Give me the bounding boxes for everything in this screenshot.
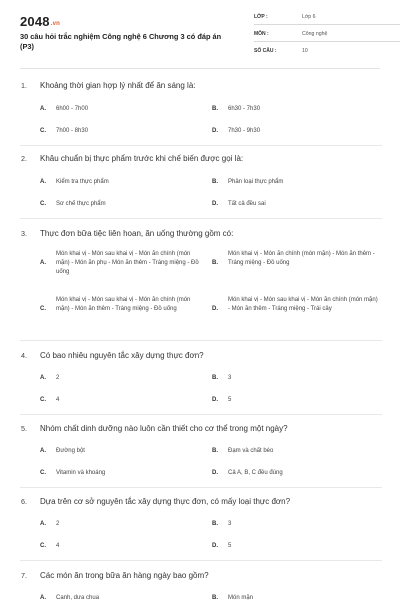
option-text: Sơ chế thực phẩm [56,201,106,207]
question-number: 2. [21,154,27,163]
option-letter: A. [40,448,46,454]
option-letter: B. [212,375,218,381]
question-divider [20,145,382,146]
option-letter: A. [40,521,46,527]
option-letter: D. [212,201,218,207]
question-text: Khoảng thời gian hợp lý nhất để ăn sáng là: [40,81,196,90]
question-number: 4. [21,351,27,360]
header-divider [20,68,380,69]
option-letter: C. [40,306,46,312]
option-letter: A. [40,595,46,600]
meta-label: SỐ CÂU : [254,48,277,54]
meta-label: MÔN : [254,31,269,37]
option-text: 3 [228,521,232,527]
option-text: 2 [56,375,60,381]
option-text: Món khai vị - Món sau khai vị - Món ăn chính (món mặn) - Món ăn thêm - Tráng miệng - Trái cây [228,297,378,312]
option-letter: B. [212,106,218,112]
question-3 [20,228,382,312]
option-text: Tất cả đều sai [228,201,266,207]
document-meta [254,12,400,63]
question-6 [20,496,382,549]
option-letter: D. [212,306,218,312]
question-stem [20,228,382,239]
meta-value: Lớp 6 [302,14,316,20]
option-text: 6h00 - 7h00 [56,106,89,112]
question-number: 7. [21,571,27,580]
logo-suffix[interactable]: .vn [50,21,61,27]
option-text: Đường bột [56,448,85,454]
option-letter: C. [40,128,46,134]
question-number: 1. [21,81,27,90]
question-divider [20,414,382,415]
option-text: Vitamin và khoáng [56,470,106,476]
question-divider [20,340,382,341]
document-header [20,12,382,60]
option-text: Đạm và chất béo [228,448,274,454]
question-number: 5. [21,424,27,433]
site-logo[interactable] [20,14,60,29]
question-number: 3. [21,229,27,238]
meta-value: Công nghệ [302,31,328,37]
option-letter: B. [212,448,218,454]
option-letter: C. [40,543,46,549]
option-letter: C. [40,470,46,476]
option-text: 7h30 - 9h30 [228,128,261,134]
question-text: Thực đơn bữa tiệc liên hoan, ăn uống thường gồm có: [40,229,234,238]
question-divider [20,487,382,488]
option-text: 5 [228,543,232,549]
option-letter: B. [212,179,218,185]
question-stem [20,423,382,434]
option-letter: D. [212,470,218,476]
question-2 [20,153,382,207]
option-text: Phân loại thực phẩm [228,179,284,185]
option-text: 7h00 - 8h30 [56,128,89,134]
question-4 [20,350,382,403]
option-text: Kiểm tra thực phẩm [56,179,109,185]
option-text: 4 [56,397,60,403]
option-text: Canh, dưa chua [56,595,100,600]
question-text: Dựa trên cơ sở nguyên tắc xây dựng thực đơn, có mấy loại thực đơn? [40,497,291,506]
question-text: Có bao nhiêu nguyên tắc xây dựng thực đơn? [40,351,204,360]
logo-text[interactable]: 2048 [20,14,50,29]
option-letter: C. [40,397,46,403]
option-text: 6h30 - 7h30 [228,106,261,112]
option-letter: A. [40,375,46,381]
meta-value: 10 [302,48,308,54]
option-letter: C. [40,201,46,207]
meta-row-subject [254,29,400,42]
document-title: 30 câu hỏi trắc nghiệm Công nghệ 6 Chương 3 có đáp án (P3) [20,32,222,51]
meta-row-class [254,12,400,25]
question-stem [20,570,382,581]
option-letter: D. [212,397,218,403]
option-text: Món khai vị - Món ăn chính (món mặn) - Món ăn thêm - Tráng miệng - Đồ uống [228,251,375,266]
option-text: 5 [228,397,232,403]
question-1 [20,80,382,134]
question-text: Các món ăn trong bữa ăn hàng ngày bao gồm? [40,571,209,580]
option-letter: B. [212,595,218,600]
option-text: Món khai vị - Món sau khai vị - Món ăn chính (món mặn) - Món ăn thêm - Tráng miệng - Đồ uống [56,297,191,312]
option-letter: B. [212,521,218,527]
question-7 [20,570,382,600]
question-stem [20,153,382,164]
question-stem [20,350,382,361]
meta-row-count [254,46,400,59]
option-text: Món khai vị - Món sau khai vị - Món ăn chính (món mặn) - Món ăn phụ - Món ăn thêm - Tráng miệng - Đồ uống [56,251,199,275]
question-stem [20,80,382,91]
question-text: Nhóm chất dinh dưỡng nào luôn cần thiết cho cơ thể trong một ngày? [40,424,288,433]
option-letter: A. [40,106,46,112]
option-letter: D. [212,543,218,549]
option-letter: A. [40,179,46,185]
question-number: 6. [21,497,27,506]
option-text: 3 [228,375,232,381]
question-5 [20,423,382,476]
option-letter: D. [212,128,218,134]
option-text: Món mặn [228,595,254,600]
option-text: Cả A, B, C đều đúng [228,470,283,476]
option-letter: B. [212,260,218,266]
question-divider [20,218,382,219]
question-stem [20,496,382,507]
option-text: 4 [56,543,60,549]
option-letter: A. [40,260,46,266]
question-text: Khâu chuẩn bị thực phẩm trước khi chế biến được gọi là: [40,154,244,163]
option-text: 2 [56,521,60,527]
question-divider [20,560,382,561]
meta-label: LỚP : [254,14,268,20]
